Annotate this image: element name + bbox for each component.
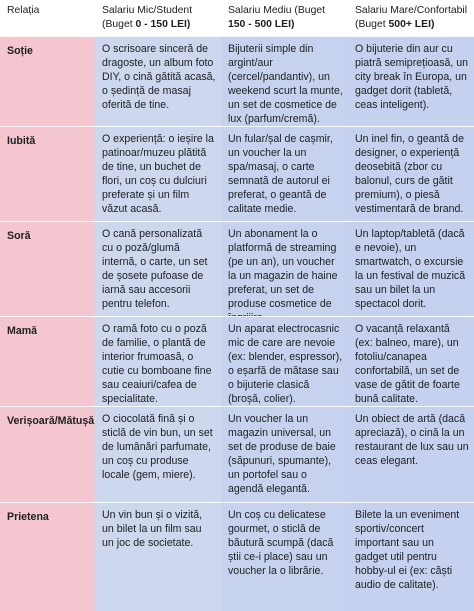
row-divider bbox=[0, 126, 474, 127]
cell-medium-budget: Un coș cu delicatese gourmet, o sticlă de băutură scumpă (dacă știi ce-i place) sau un voucher la o librărie. bbox=[221, 502, 348, 611]
header-small-text: Salariu Mic/Student (Buget bbox=[102, 5, 193, 30]
cell-large-budget: Bilete la un eveniment sportiv/concert important sau un gadget util pentru hobby-ul ei (ex: căști audio de calitate). bbox=[348, 502, 474, 611]
header-medium-budget bbox=[221, 0, 348, 36]
header-relation bbox=[0, 0, 95, 36]
cell-large-budget: O bijuterie din aur cu piatră semiprețioasă, un city break în Europa, un gadget dorit (tabletă, ceas inteligent). bbox=[348, 36, 474, 126]
header-small-budget bbox=[95, 0, 221, 36]
row-label: Soră bbox=[0, 221, 95, 316]
cell-large-budget: Un obiect de artă (dacă apreciază), o cină la un restaurant de lux sau un ceas elegant. bbox=[348, 406, 474, 502]
cell-medium-budget: Un aparat electrocasnic mic de care are nevoie (ex: blender, espressor), o eșarfă de mătase sau o bijuterie clasică (broșă, colier). bbox=[221, 316, 348, 406]
cell-medium-budget: Bijuterii simple din argint/aur (cercel/pandantiv), un weekend scurt la munte, un set de cosmetice de lux (parfum/cremă). bbox=[221, 36, 348, 126]
cell-small-budget: O ciocolată fină și o sticlă de vin bun, un set de lumânări parfumate, un coș cu produse locale (gem, miere). bbox=[95, 406, 221, 502]
header-small-amount: 0 - 150 LEI) bbox=[135, 19, 191, 30]
header-large-amount: 500+ LEI) bbox=[388, 19, 435, 30]
cell-medium-budget: Un voucher la un magazin universal, un set de produse de baie (săpunuri, spumante), un portofel sau o agendă elegantă. bbox=[221, 406, 348, 502]
header-large-text: Salariu Mare/Confortabil (Buget bbox=[355, 5, 468, 30]
row-divider bbox=[0, 221, 474, 222]
row-label: Mamă bbox=[0, 316, 95, 406]
cell-large-budget: Un inel fin, o geantă de designer, o experiență deosebită (zbor cu balonul, curs de gătit premium), o piesă vestimentară de brand. bbox=[348, 126, 474, 221]
row-label: Iubită bbox=[0, 126, 95, 221]
row-divider bbox=[0, 406, 474, 407]
row-label: Prietena bbox=[0, 502, 95, 611]
row-divider bbox=[0, 316, 474, 317]
cell-small-budget: O scrisoare sinceră de dragoste, un album foto DIY, o cină gătită acasă, o ședință de masaj oferită de tine. bbox=[95, 36, 221, 126]
header-medium-amount: 150 - 500 LEI) bbox=[228, 19, 295, 30]
cell-small-budget: Un vin bun și o vizită, un bilet la un film sau un joc de societate. bbox=[95, 502, 221, 611]
cell-large-budget: Un laptop/tabletă (dacă e nevoie), un smartwatch, o excursie la un festival de muzică sau un bilet la un spectacol dorit. bbox=[348, 221, 474, 316]
cell-large-budget: O vacanță relaxantă (ex: balneo, mare), un fotoliu/canapea confortabilă, un set de vase de gătit de foarte bună calitate. bbox=[348, 316, 474, 406]
cell-medium-budget: Un abonament la o platformă de streaming (pe un an), un voucher la un magazin de haine preferat, un set de produse cosmetice de bbox=[221, 221, 348, 316]
row-label: Verișoară/Mătușă bbox=[0, 406, 95, 502]
header-relation-text: Relația bbox=[7, 5, 40, 16]
cell-small-budget: O ramă foto cu o poză de familie, o plantă de interior frumoasă, o cutie cu bomboane fine sau ceaiuri/cafea de specialitate. bbox=[95, 316, 221, 406]
cell-small-budget: O cană personalizată cu o poză/glumă internă, o carte, un set de șosete pufoase de iarnă sau accesorii pentru telefon. bbox=[95, 221, 221, 316]
row-divider bbox=[0, 36, 474, 37]
cell-medium-budget: Un fular/șal de cașmir, un voucher la un spa/masaj, o carte semnată de autorul ei preferat, o geantă de calitate medie. bbox=[221, 126, 348, 221]
row-divider bbox=[0, 502, 474, 503]
row-label: Soție bbox=[0, 36, 95, 126]
header-medium-text: Salariu Mediu (Buget bbox=[228, 5, 326, 16]
header-large-budget bbox=[348, 0, 474, 36]
cell-small-budget: O experiență: o ieșire la patinoar/muzeu plătită de tine, un buchet de flori, un coș cu dulciuri preferate și un film văzut acasă. bbox=[95, 126, 221, 221]
